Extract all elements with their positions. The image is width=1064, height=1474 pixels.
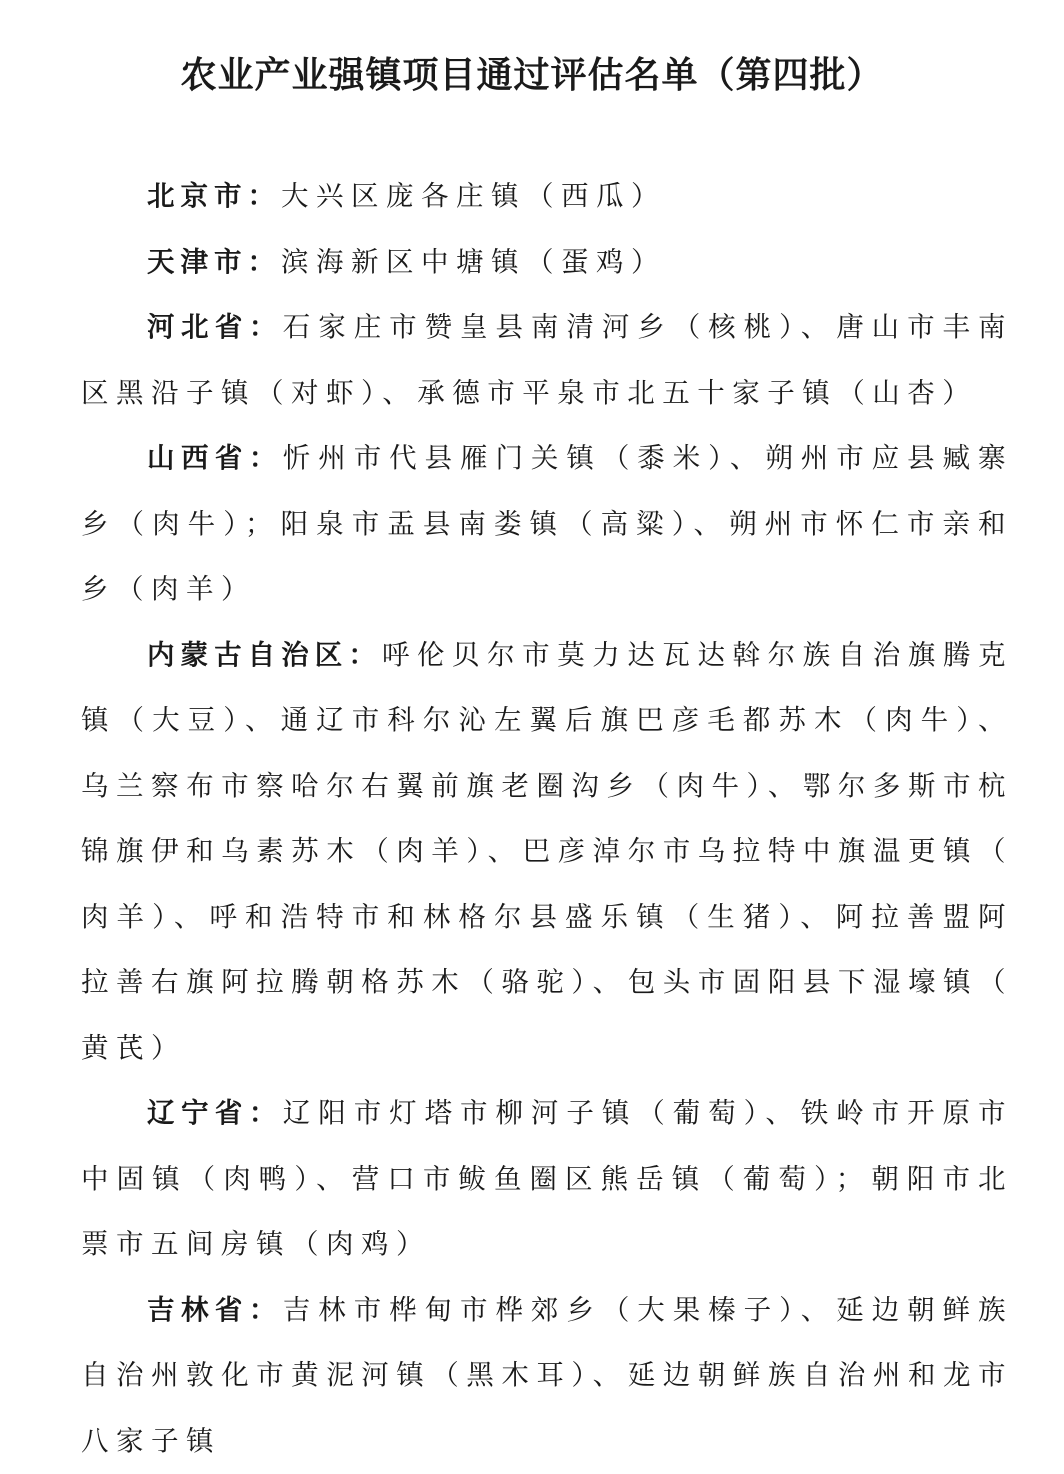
entry-content: 呼伦贝尔市莫力达瓦达斡尔族自治旗腾克镇（大豆）、通辽市科尔沁左翼后旗巴彦毛都苏木（肉牛）、乌兰察布市察哈尔右翼前旗老圈沟乡（肉牛）、鄂尔多斯市杭锦旗伊和乌素苏木（肉羊）、巴彦淖尔市乌拉特中旗温更镇（肉羊）、呼和浩特市和林格尔县盛乐镇（生猪）、阿拉善盟阿拉善右旗阿拉腾朝格苏木（骆驼）、包头市固阳县下湿壕镇（黄芪） (81, 639, 1013, 1064)
province-label: 内蒙古自治区： (147, 639, 382, 671)
entry-content: 辽阳市灯塔市柳河子镇（葡萄）、铁岭市开原市中固镇（肉鸭）、营口市鲅鱼圈区熊岳镇（葡萄）；朝阳市北票市五间房镇（肉鸡） (81, 1097, 1013, 1260)
province-label: 吉林省： (147, 1294, 283, 1326)
entry-content: 大兴区庞各庄镇（西瓜） (281, 180, 666, 212)
province-label: 山西省： (147, 442, 283, 474)
document-body (81, 164, 1013, 1474)
province-label: 辽宁省： (147, 1097, 283, 1129)
province-label: 河北省： (147, 311, 283, 343)
entry-liaoning (81, 1081, 1013, 1278)
entry-content: 忻州市代县雁门关镇（黍米）、朔州市应县臧寨乡（肉牛）；阳泉市盂县南娄镇（高粱）、朔州市怀仁市亲和乡（肉羊） (81, 442, 1013, 605)
entry-content: 吉林市桦甸市桦郊乡（大果榛子）、延边朝鲜族自治州敦化市黄泥河镇（黑木耳）、延边朝鲜族自治州和龙市八家子镇 (81, 1294, 1013, 1457)
entry-hebei (81, 295, 1013, 426)
page-title: 农业产业强镇项目通过评估名单（第四批） (0, 46, 1064, 106)
province-label: 天津市： (147, 246, 281, 278)
province-label: 北京市： (147, 180, 281, 212)
entry-beijing (81, 164, 1013, 230)
entry-tianjin (81, 230, 1013, 296)
entry-jilin (81, 1278, 1013, 1474)
entry-shanxi (81, 426, 1013, 623)
entry-content: 滨海新区中塘镇（蛋鸡） (281, 246, 666, 278)
entry-content: 石家庄市赞皇县南清河乡（核桃）、唐山市丰南区黑沿子镇（对虾）、承德市平泉市北五十家子镇（山杏） (81, 311, 1013, 409)
entry-neimenggu (81, 623, 1013, 1082)
